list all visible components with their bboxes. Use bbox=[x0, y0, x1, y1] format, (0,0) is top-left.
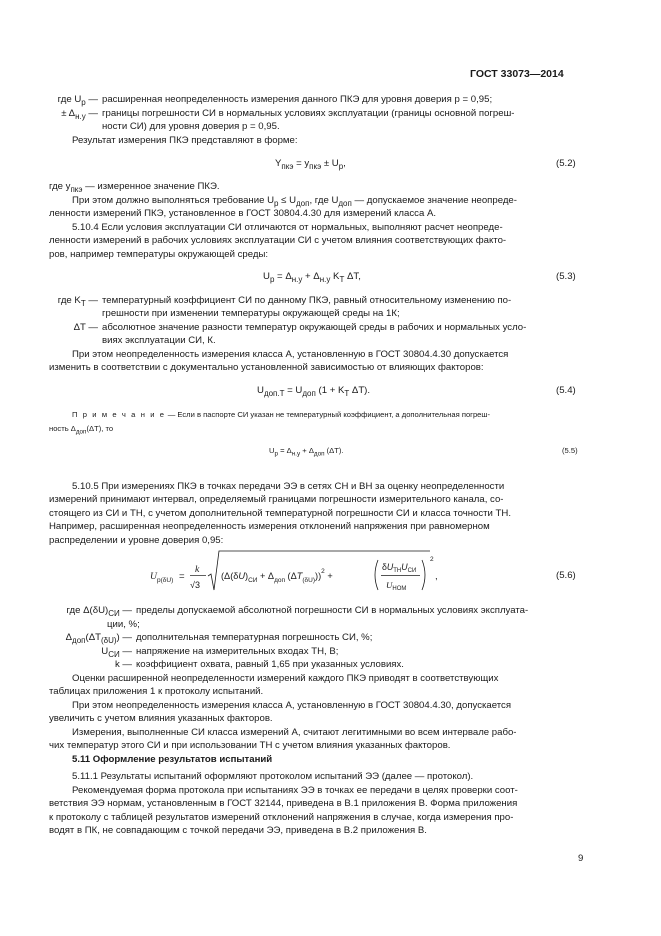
paragraph-line: Измерения, выполненные СИ класса измерений А, считают легитимными во всем интервале рабо- bbox=[72, 727, 517, 738]
formula-exp: 2 bbox=[430, 556, 434, 563]
formula-comma: , bbox=[435, 571, 438, 582]
formula-lhs: U bbox=[150, 571, 157, 582]
paragraph-line: к протоколу с таблицей результатов измерений отклонений напряжения в случае, когда измерения про- bbox=[49, 812, 514, 823]
paragraph-line: Оценки расширенной неопределенности измерений каждого ПКЭ приводят в соответствующих bbox=[72, 673, 499, 684]
definition-text-cont: виях эксплуатации СИ, К. bbox=[102, 335, 216, 346]
paragraph-line: 5.10.5 При измерениях ПКЭ в точках передачи ЭЭ в сетях СН и ВН за оценку неопределенности bbox=[72, 481, 505, 492]
paragraph-line: Рекомендуемая форма протокола при испытаниях ЭЭ в точках ее передачи в целях проверки соот- bbox=[72, 785, 518, 796]
paragraph-line: ров, например температуры окружающей среды: bbox=[49, 249, 269, 260]
definition-text: дополнительная температурная погрешность СИ, %; bbox=[136, 632, 373, 643]
definition-text: пределы допускаемой абсолютной погрешности СИ в нормальных условиях эксплуата- bbox=[136, 605, 529, 616]
note-label: П р и м е ч а н и е bbox=[72, 410, 166, 419]
formula-numerator: $\delta U_{ТН}U_{СИ}$ bbox=[382, 562, 417, 574]
definition-key: $U_{СИ}$ — bbox=[101, 646, 132, 659]
formula-number: (5.6) bbox=[556, 570, 576, 581]
definition-text: коэффициент охвата, равный 1,65 при указанных условиях. bbox=[136, 659, 404, 670]
formula-number: (5.2) bbox=[556, 158, 576, 169]
definition-text: границы погрешности СИ в нормальных условиях эксплуатации (границы основной погреш- bbox=[102, 108, 515, 119]
paragraph-line: распределении и уровне доверия 0,95: bbox=[49, 535, 224, 546]
paragraph-line: чих температур этого СИ и при использовании ТН с учетом влияния указанных факторов. bbox=[49, 740, 451, 751]
formula-sqrt3: √3 bbox=[190, 580, 200, 590]
paragraph-line: При этом неопределенность измерения класса А, установленную в ГОСТ 30804.4.30, допускается bbox=[72, 700, 512, 711]
paragraph-line: ветствия ЭЭ нормам, установленным в ГОСТ 32144, приведена в В.1 приложения В. Форма приложения bbox=[49, 798, 518, 809]
definition-key: ΔT — bbox=[73, 322, 98, 333]
definition-text-cont: грешности при изменении температуры окружающей среды на 1К; bbox=[102, 308, 400, 319]
paragraph-line: Например, расширенная неопределенность измерения отклонений напряжения при равномерном bbox=[49, 521, 490, 532]
paragraph-line: таблицах приложения 1 к протоколу испытаний. bbox=[49, 686, 264, 697]
formula-k: k bbox=[195, 564, 200, 575]
paragraph-line: ленности измерений в рабочих условиях эксплуатации СИ с учетом влияния соответствующих факто- bbox=[49, 235, 507, 246]
formula-equals: = bbox=[179, 571, 185, 582]
definition-key: ± $\Delta_{н.у}$ — bbox=[61, 108, 98, 121]
note-line-cont: ность $\Delta_{доп}(\Delta T)$, то bbox=[49, 424, 114, 436]
definition-text: абсолютное значение разности температур окружающей среды в рабочих и нормальных усло- bbox=[102, 322, 527, 333]
paragraph-line: водят в ПК, не совпадающим с точкой передачи ЭЭ, приведена в В.2 приложения В. bbox=[49, 825, 427, 836]
note-line bbox=[72, 410, 490, 420]
definition-key: k — bbox=[114, 659, 132, 670]
section-heading: 5.11 Оформление результатов испытаний bbox=[72, 754, 273, 765]
formula-number: (5.5) bbox=[562, 446, 578, 455]
paragraph-line: 5.10.4 Если условия эксплуатации СИ отличаются от нормальных, выполняют расчет неопреде- bbox=[72, 222, 503, 233]
formula-number: (5.4) bbox=[556, 385, 576, 396]
formula-term-1: ($\Delta(\delta U)_{СИ} + \Delta_{доп}$ $(\Delta T_{(\delta U)}))^2$ + bbox=[221, 568, 333, 584]
definition-text: расширенная неопределенность измерения данного ПКЭ для уровня доверия p = 0,95; bbox=[102, 94, 493, 105]
paragraph-line: При этом неопределенность измерения класса А, установленную в ГОСТ 30804.4.30 допускается bbox=[72, 349, 509, 360]
formula-5-3: $U_p = \Delta_{н.у} + \Delta_{н.у}$ $K_T$ ΔT, bbox=[263, 271, 361, 284]
definition-text: напряжение на измерительных входах ТН, В; bbox=[136, 646, 339, 657]
page-number: 9 bbox=[578, 853, 584, 864]
formula-5-2: $Y_{пкэ} = y_{пкэ} \pm U_p$, bbox=[275, 158, 346, 171]
paragraph-line: 5.11.1 Результаты испытаний оформляют протоколом испытаний ЭЭ (далее — протокол). bbox=[72, 771, 474, 782]
note-text: — Если в паспорте СИ указан не температурный коэффициент, а дополнительная погреш- bbox=[165, 410, 491, 419]
paragraph-line: измерений принимают интервал, определяемый границами погрешности измерительного канала, со- bbox=[49, 494, 504, 505]
definition-key: где $\Delta(\delta U)_{СИ}$ — bbox=[66, 605, 132, 618]
formula-lhs-sub: p(δU) bbox=[157, 577, 174, 584]
formula-5-4: $U_{доп.T} = U_{доп}$ ($1 + K_T$ ΔT). bbox=[257, 385, 371, 398]
definition-text: температурный коэффициент СИ по данному ПКЭ, равный относительному изменению по- bbox=[102, 295, 512, 306]
document-id-header: ГОСТ 33073—2014 bbox=[470, 68, 564, 80]
formula-number: (5.3) bbox=[556, 271, 576, 282]
paragraph-line: При этом должно выполняться требование $U_p \le U_{доп}$, где $U_{доп}$ — допускаемое значение неопреде- bbox=[72, 195, 517, 208]
paragraph-line: ленности измерений ПКЭ, установленное в ГОСТ 30804.4.30 для измерений класса А. bbox=[49, 208, 437, 219]
definition-key: где $K_T$ — bbox=[57, 295, 98, 308]
formula-5-5: $U_p = \Delta_{н.у} + \Delta_{доп}$ (ΔT). bbox=[269, 446, 344, 458]
definition-line: где $y_{пкэ}$ — измеренное значение ПКЭ. bbox=[49, 181, 220, 194]
formula-5-6 bbox=[150, 548, 470, 604]
definition-key: где $U_p$ — bbox=[57, 94, 98, 107]
definition-text-cont: ции, %; bbox=[107, 619, 140, 630]
paragraph-line: изменить в соответствии с документально установленной зависимостью от влияющих факторов: bbox=[49, 362, 484, 373]
formula-denominator: $U_{НОМ}$ bbox=[386, 580, 407, 592]
paragraph-line: стоящего из СИ и ТН, с учетом дополнительной температурной погрешности СИ и класса точности ТН. bbox=[49, 508, 512, 519]
paragraph: Результат измерения ПКЭ представляют в форме: bbox=[72, 135, 298, 146]
definition-text-cont: ности СИ) для уровня доверия p = 0,95. bbox=[102, 121, 280, 132]
paragraph-line: увеличить с учетом влияния указанных факторов. bbox=[49, 713, 273, 724]
definition-key: $\Delta_{доп}(\Delta T_{(\delta U)})$ — bbox=[65, 632, 132, 645]
